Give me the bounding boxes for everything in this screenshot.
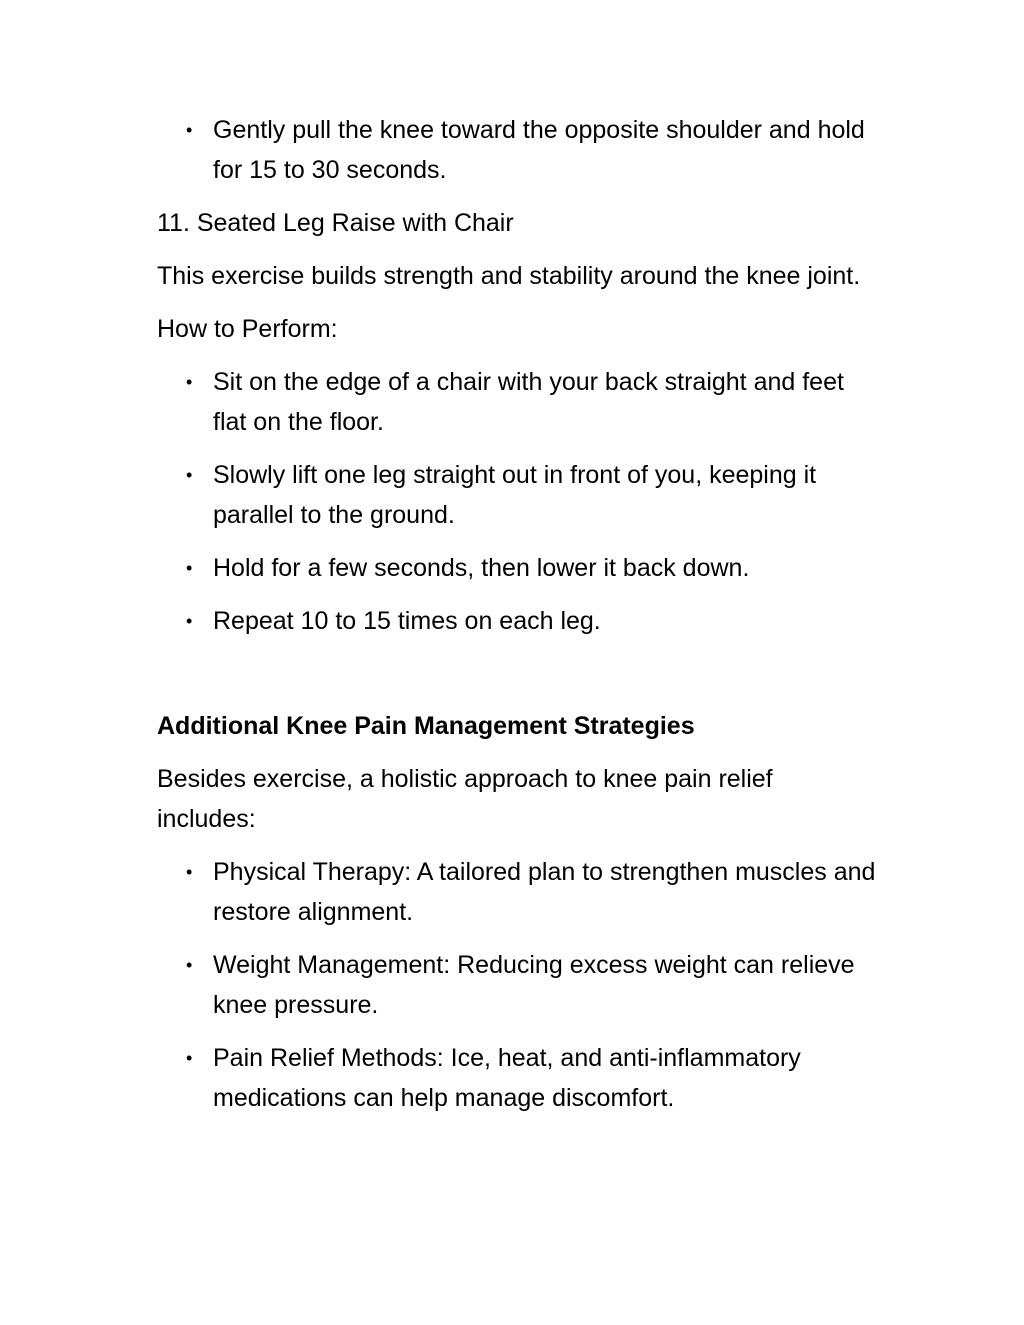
- list-item-text: Physical Therapy: A tailored plan to strengthen muscles and restore alignment.: [213, 858, 876, 926]
- strategies-list: [157, 852, 877, 1118]
- list-item-text: Pain Relief Methods: Ice, heat, and anti-inflammatory medications can help manage discomfort.: [213, 1044, 801, 1112]
- bullet-icon: [186, 455, 192, 495]
- steps-list: [157, 362, 877, 641]
- list-item: [157, 945, 877, 1025]
- list-item: [157, 601, 877, 641]
- list-item-text: Sit on the edge of a chair with your back straight and feet flat on the floor.: [213, 368, 844, 436]
- bullet-icon: [186, 852, 192, 892]
- bullet-icon: [186, 362, 192, 402]
- list-item-text: Weight Management: Reducing excess weight can relieve knee pressure.: [213, 951, 855, 1019]
- list-item: [157, 362, 877, 442]
- section-heading: Additional Knee Pain Management Strategies: [157, 712, 695, 740]
- list-item-text: Repeat 10 to 15 times on each leg.: [213, 607, 601, 635]
- list-item: [157, 455, 877, 535]
- list-item: [157, 110, 877, 190]
- list-item: [157, 548, 877, 588]
- bullet-icon: [186, 601, 192, 641]
- list-item-text: Slowly lift one leg straight out in front of you, keeping it parallel to the ground.: [213, 461, 817, 529]
- bullet-icon: [186, 945, 192, 985]
- bullet-icon: [186, 1038, 192, 1078]
- list-item: [157, 1038, 877, 1118]
- document-page: [157, 110, 877, 1131]
- bullet-icon: [186, 110, 192, 150]
- exercise-title: 11. Seated Leg Raise with Chair: [157, 209, 514, 237]
- list-item: [157, 852, 877, 932]
- list-item-text: Gently pull the knee toward the opposite shoulder and hold for 15 to 30 seconds.: [213, 116, 865, 184]
- bullet-list-top: [157, 110, 877, 190]
- exercise-intro: This exercise builds strength and stability around the knee joint.: [157, 262, 861, 290]
- how-to-label: How to Perform:: [157, 315, 338, 343]
- section-intro: Besides exercise, a holistic approach to knee pain relief includes:: [157, 765, 773, 833]
- list-item-text: Hold for a few seconds, then lower it back down.: [213, 554, 750, 582]
- bullet-icon: [186, 548, 192, 588]
